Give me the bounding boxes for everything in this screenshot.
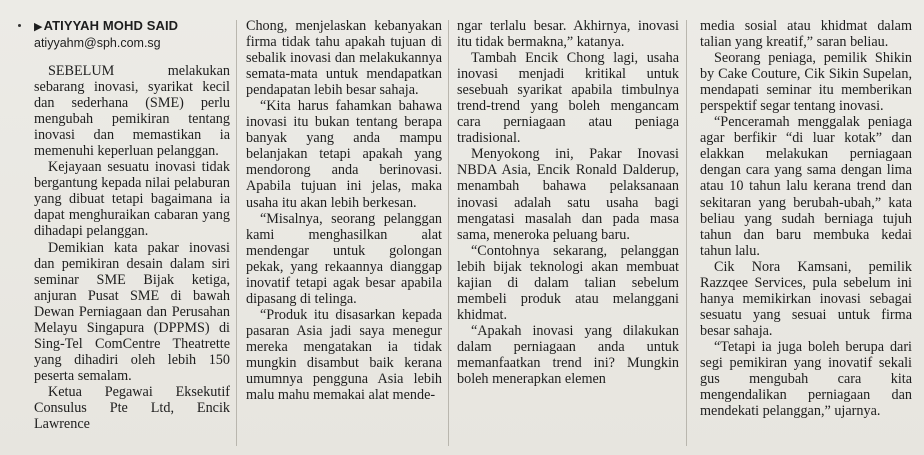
paragraph: “Tetapi ia juga boleh berupa dari segi pemikiran yang inovatif sekali gus mengubah cara kita mengendalikan perniagaan dan mendekati pelanggan,” ujarnya. (700, 338, 912, 420)
column-3 (457, 18, 679, 448)
author-name: ATIYYAH MOHD SAID (43, 18, 179, 33)
paragraph: “Penceramah menggalak peniaga agar berfikir “di luar kotak” dan elakkan melakukan perniagaan dengan cara yang sama dengan lima atau 10 tahun lalu kerana trend dan sekitaran yang berubah-ubah,” kata beliau yang sudah berniaga tujuh tahun dan baru membuka kedai tahun lalu. (700, 114, 912, 259)
paragraph: Tambah Encik Chong lagi, usaha inovasi menjadi kritikal untuk sesebuah syarikat apabila timbulnya trend-trend yang boleh mengancam cara perniagaan atau peniaga tradisional. (457, 50, 679, 147)
paragraph: Cik Nora Kamsani, pemilik Razzqee Services, pula sebelum ini hanya memikirkan inovasi sebagai sesuatu yang sesuai untuk firma besar sahaja. (700, 258, 912, 339)
paragraph: “Contohnya sekarang, pelanggan lebih bijak teknologi akan membuat kajian di dalam talian sebelum membeli produk atau melanggani khidmat. (457, 242, 679, 323)
column-2 (246, 18, 442, 448)
margin-mark (18, 24, 21, 27)
paragraph: Kejayaan sesuatu inovasi tidak bergantung kepada nilai pelaburan yang dibuat tetapi bagaimana ia dapat menghuraikan cabaran yang dihadapi pelanggan. (34, 159, 230, 240)
column-divider (686, 20, 687, 446)
column-divider (236, 20, 237, 446)
paragraph: Menyokong ini, Pakar Inovasi NBDA Asia, Encik Ronald Dalderup, menambah bahawa pelaksanaan inovasi adalah satu usaha bagi mengatasi masalah dan pada masa sama, meneroka peluang baru. (457, 146, 679, 243)
paragraph: “Apakah inovasi yang dilakukan dalam perniagaan anda untuk memanfaatkan trend ini? Mungkin boleh menerapkan elemen (457, 322, 679, 388)
paragraph: ngar terlalu besar. Akhirnya, inovasi itu tidak bermakna,” katanya. (457, 18, 679, 51)
column-1 (34, 18, 230, 448)
paragraph: Demikian kata pakar inovasi dan pemikiran desain dalam siri seminar SME Bijak ketiga, anjuran Pusat SME di bawah Dewan Perniagaan dan Perusahan Melayu Singapura (DPPMS) di Sing-Tel ComCentre Theatrette yang dihadiri oleh lebih 150 peserta semalam. (34, 239, 230, 384)
paragraph: “Misalnya, seorang pelanggan kami menghasilkan alat mendengar untuk golongan pekak, yang rekaannya dianggap inovatif tetapi agak besar apabila dipasang di telinga. (246, 210, 442, 307)
paragraph: Seorang peniaga, pemilik Shikin by Cake Couture, Cik Sikin Supelan, mendapati seminar itu memberikan perspektif segar tentang inovasi. (700, 50, 912, 115)
paragraph: media sosial atau khidmat dalam talian yang kreatif,” saran beliau. (700, 18, 912, 51)
paragraph: SEBELUM melakukan sebarang inovasi, syarikat kecil dan sederhana (SME) perlu mengubah pemikiran tentang inovasi dan memastikan ia memenuhi keperluan pelanggan. (34, 63, 230, 160)
column-divider (448, 20, 449, 446)
paragraph: Chong, menjelaskan kebanyakan firma tidak tahu apakah tujuan di sebalik inovasi dan melakukannya semata-mata untuk mendapatkan pendapatan lebih besar sahaja. (246, 18, 442, 99)
paragraph: Ketua Pegawai Eksekutif Consulus Pte Ltd, Encik Lawrence (34, 383, 230, 433)
paragraph: “Produk itu disasarkan kepada pasaran Asia jadi saya menegur mereka mengatakan ia tidak mungkin disambut baik kerana umumnya pengguna Asia lebih malu mahu memakai alat mende- (246, 306, 442, 404)
author-email: atiyyahm@sph.com.sg (34, 36, 161, 50)
paragraph: “Kita harus fahamkan bahawa inovasi itu bukan tentang berapa banyak yang anda mampu belanjakan tetapi apakah yang mendorong anda berinovasi. Apabila tujuan ini jelas, maka usaha itu akan lebih berkesan. (246, 98, 442, 211)
byline (34, 18, 230, 35)
column-4 (700, 18, 912, 448)
triangle-arrow-icon: ▶ (34, 21, 43, 33)
